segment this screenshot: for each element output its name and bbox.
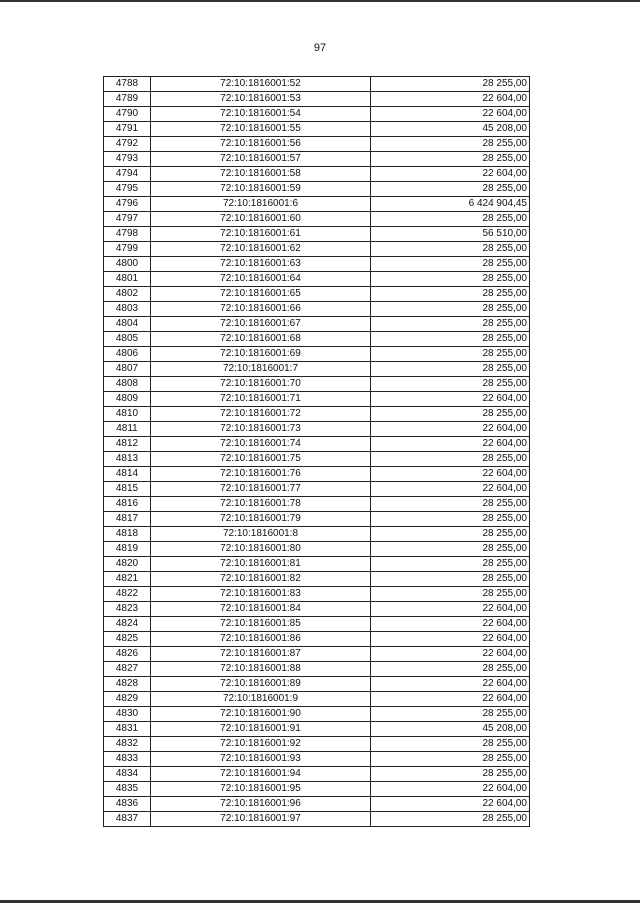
cadastral-number-cell: 72:10:1816001:67 — [151, 317, 371, 332]
cadastral-number-cell: 72:10:1816001:73 — [151, 422, 371, 437]
row-number-cell: 4816 — [104, 497, 151, 512]
cadastral-value-table — [103, 76, 530, 827]
amount-cell: 28 255,00 — [371, 182, 530, 197]
cadastral-number-cell: 72:10:1816001:80 — [151, 542, 371, 557]
table-row — [104, 197, 530, 212]
row-number-cell: 4810 — [104, 407, 151, 422]
table-row — [104, 272, 530, 287]
table-row — [104, 812, 530, 827]
row-number-cell: 4817 — [104, 512, 151, 527]
amount-cell: 28 255,00 — [371, 767, 530, 782]
row-number-cell: 4818 — [104, 527, 151, 542]
table-row — [104, 92, 530, 107]
amount-cell: 28 255,00 — [371, 542, 530, 557]
table-row — [104, 167, 530, 182]
row-number-cell: 4822 — [104, 587, 151, 602]
table-row — [104, 77, 530, 92]
amount-cell: 28 255,00 — [371, 557, 530, 572]
table-row — [104, 632, 530, 647]
cadastral-number-cell: 72:10:1816001:68 — [151, 332, 371, 347]
row-number-cell: 4830 — [104, 707, 151, 722]
row-number-cell: 4806 — [104, 347, 151, 362]
table-row — [104, 452, 530, 467]
table-row — [104, 572, 530, 587]
row-number-cell: 4790 — [104, 107, 151, 122]
table-row — [104, 437, 530, 452]
table-row — [104, 107, 530, 122]
cadastral-number-cell: 72:10:1816001:52 — [151, 77, 371, 92]
table-row — [104, 227, 530, 242]
amount-cell: 28 255,00 — [371, 497, 530, 512]
amount-cell: 22 604,00 — [371, 467, 530, 482]
amount-cell: 22 604,00 — [371, 107, 530, 122]
row-number-cell: 4828 — [104, 677, 151, 692]
cadastral-number-cell: 72:10:1816001:62 — [151, 242, 371, 257]
cadastral-number-cell: 72:10:1816001:72 — [151, 407, 371, 422]
row-number-cell: 4794 — [104, 167, 151, 182]
amount-cell: 22 604,00 — [371, 692, 530, 707]
table-body — [104, 77, 530, 827]
table-row — [104, 242, 530, 257]
row-number-cell: 4788 — [104, 77, 151, 92]
amount-cell: 28 255,00 — [371, 527, 530, 542]
row-number-cell: 4792 — [104, 137, 151, 152]
row-number-cell: 4831 — [104, 722, 151, 737]
amount-cell: 22 604,00 — [371, 422, 530, 437]
row-number-cell: 4832 — [104, 737, 151, 752]
cadastral-number-cell: 72:10:1816001:64 — [151, 272, 371, 287]
table-row — [104, 467, 530, 482]
table-row — [104, 752, 530, 767]
amount-cell: 45 208,00 — [371, 122, 530, 137]
amount-cell: 28 255,00 — [371, 407, 530, 422]
table-row — [104, 647, 530, 662]
amount-cell: 28 255,00 — [371, 362, 530, 377]
cadastral-number-cell: 72:10:1816001:95 — [151, 782, 371, 797]
amount-cell: 28 255,00 — [371, 77, 530, 92]
table-row — [104, 362, 530, 377]
cadastral-number-cell: 72:10:1816001:77 — [151, 482, 371, 497]
table-row — [104, 557, 530, 572]
amount-cell: 22 604,00 — [371, 437, 530, 452]
cadastral-number-cell: 72:10:1816001:56 — [151, 137, 371, 152]
cadastral-number-cell: 72:10:1816001:60 — [151, 212, 371, 227]
amount-cell: 22 604,00 — [371, 647, 530, 662]
row-number-cell: 4811 — [104, 422, 151, 437]
table-row — [104, 797, 530, 812]
top-border-line — [0, 0, 640, 2]
amount-cell: 28 255,00 — [371, 137, 530, 152]
amount-cell: 28 255,00 — [371, 737, 530, 752]
table-row — [104, 587, 530, 602]
amount-cell: 28 255,00 — [371, 242, 530, 257]
cadastral-number-cell: 72:10:1816001:93 — [151, 752, 371, 767]
amount-cell: 22 604,00 — [371, 677, 530, 692]
amount-cell: 28 255,00 — [371, 317, 530, 332]
amount-cell: 28 255,00 — [371, 347, 530, 362]
row-number-cell: 4798 — [104, 227, 151, 242]
row-number-cell: 4821 — [104, 572, 151, 587]
table-row — [104, 617, 530, 632]
row-number-cell: 4803 — [104, 302, 151, 317]
row-number-cell: 4795 — [104, 182, 151, 197]
cadastral-number-cell: 72:10:1816001:69 — [151, 347, 371, 362]
row-number-cell: 4789 — [104, 92, 151, 107]
cadastral-number-cell: 72:10:1816001:66 — [151, 302, 371, 317]
cadastral-number-cell: 72:10:1816001:75 — [151, 452, 371, 467]
cadastral-number-cell: 72:10:1816001:89 — [151, 677, 371, 692]
table-row — [104, 377, 530, 392]
amount-cell: 28 255,00 — [371, 272, 530, 287]
amount-cell: 28 255,00 — [371, 332, 530, 347]
table-row — [104, 317, 530, 332]
cadastral-number-cell: 72:10:1816001:78 — [151, 497, 371, 512]
row-number-cell: 4808 — [104, 377, 151, 392]
amount-cell: 45 208,00 — [371, 722, 530, 737]
cadastral-number-cell: 72:10:1816001:83 — [151, 587, 371, 602]
row-number-cell: 4815 — [104, 482, 151, 497]
amount-cell: 28 255,00 — [371, 752, 530, 767]
amount-cell: 22 604,00 — [371, 632, 530, 647]
amount-cell: 22 604,00 — [371, 602, 530, 617]
cadastral-number-cell: 72:10:1816001:94 — [151, 767, 371, 782]
table-row — [104, 152, 530, 167]
table-row — [104, 782, 530, 797]
row-number-cell: 4836 — [104, 797, 151, 812]
table-row — [104, 707, 530, 722]
row-number-cell: 4802 — [104, 287, 151, 302]
table-row — [104, 767, 530, 782]
amount-cell: 22 604,00 — [371, 167, 530, 182]
cadastral-number-cell: 72:10:1816001:92 — [151, 737, 371, 752]
amount-cell: 28 255,00 — [371, 152, 530, 167]
amount-cell: 56 510,00 — [371, 227, 530, 242]
cadastral-number-cell: 72:10:1816001:6 — [151, 197, 371, 212]
cadastral-number-cell: 72:10:1816001:7 — [151, 362, 371, 377]
amount-cell: 6 424 904,45 — [371, 197, 530, 212]
amount-cell: 28 255,00 — [371, 587, 530, 602]
row-number-cell: 4809 — [104, 392, 151, 407]
table-row — [104, 407, 530, 422]
row-number-cell: 4804 — [104, 317, 151, 332]
cadastral-number-cell: 72:10:1816001:61 — [151, 227, 371, 242]
table-row — [104, 482, 530, 497]
cadastral-number-cell: 72:10:1816001:53 — [151, 92, 371, 107]
cadastral-number-cell: 72:10:1816001:97 — [151, 812, 371, 827]
amount-cell: 22 604,00 — [371, 782, 530, 797]
cadastral-number-cell: 72:10:1816001:58 — [151, 167, 371, 182]
table-row — [104, 677, 530, 692]
page-number: 97 — [313, 42, 327, 54]
cadastral-number-cell: 72:10:1816001:86 — [151, 632, 371, 647]
amount-cell: 28 255,00 — [371, 812, 530, 827]
amount-cell: 28 255,00 — [371, 452, 530, 467]
row-number-cell: 4835 — [104, 782, 151, 797]
row-number-cell: 4814 — [104, 467, 151, 482]
row-number-cell: 4805 — [104, 332, 151, 347]
table-row — [104, 662, 530, 677]
table-row — [104, 212, 530, 227]
bottom-border-line — [0, 900, 640, 903]
row-number-cell: 4791 — [104, 122, 151, 137]
table-row — [104, 527, 530, 542]
cadastral-number-cell: 72:10:1816001:76 — [151, 467, 371, 482]
table-row — [104, 332, 530, 347]
cadastral-number-cell: 72:10:1816001:79 — [151, 512, 371, 527]
amount-cell: 28 255,00 — [371, 707, 530, 722]
table-row — [104, 302, 530, 317]
cadastral-number-cell: 72:10:1816001:71 — [151, 392, 371, 407]
amount-cell: 22 604,00 — [371, 797, 530, 812]
row-number-cell: 4801 — [104, 272, 151, 287]
row-number-cell: 4799 — [104, 242, 151, 257]
table-row — [104, 182, 530, 197]
table-row — [104, 722, 530, 737]
row-number-cell: 4797 — [104, 212, 151, 227]
cadastral-number-cell: 72:10:1816001:65 — [151, 287, 371, 302]
table-row — [104, 137, 530, 152]
cadastral-number-cell: 72:10:1816001:88 — [151, 662, 371, 677]
cadastral-number-cell: 72:10:1816001:82 — [151, 572, 371, 587]
cadastral-number-cell: 72:10:1816001:63 — [151, 257, 371, 272]
amount-cell: 28 255,00 — [371, 287, 530, 302]
amount-cell: 22 604,00 — [371, 617, 530, 632]
cadastral-number-cell: 72:10:1816001:54 — [151, 107, 371, 122]
table-row — [104, 512, 530, 527]
row-number-cell: 4834 — [104, 767, 151, 782]
amount-cell: 22 604,00 — [371, 482, 530, 497]
table-row — [104, 287, 530, 302]
amount-cell: 28 255,00 — [371, 662, 530, 677]
cadastral-number-cell: 72:10:1816001:81 — [151, 557, 371, 572]
amount-cell: 28 255,00 — [371, 377, 530, 392]
cadastral-number-cell: 72:10:1816001:87 — [151, 647, 371, 662]
cadastral-number-cell: 72:10:1816001:85 — [151, 617, 371, 632]
row-number-cell: 4800 — [104, 257, 151, 272]
row-number-cell: 4826 — [104, 647, 151, 662]
row-number-cell: 4807 — [104, 362, 151, 377]
cadastral-number-cell: 72:10:1816001:84 — [151, 602, 371, 617]
cadastral-number-cell: 72:10:1816001:96 — [151, 797, 371, 812]
amount-cell: 22 604,00 — [371, 392, 530, 407]
cadastral-number-cell: 72:10:1816001:9 — [151, 692, 371, 707]
row-number-cell: 4820 — [104, 557, 151, 572]
table-row — [104, 347, 530, 362]
cadastral-number-cell: 72:10:1816001:57 — [151, 152, 371, 167]
amount-cell: 28 255,00 — [371, 257, 530, 272]
table-row — [104, 542, 530, 557]
amount-cell: 28 255,00 — [371, 572, 530, 587]
row-number-cell: 4796 — [104, 197, 151, 212]
row-number-cell: 4823 — [104, 602, 151, 617]
amount-cell: 22 604,00 — [371, 92, 530, 107]
row-number-cell: 4793 — [104, 152, 151, 167]
row-number-cell: 4813 — [104, 452, 151, 467]
cadastral-number-cell: 72:10:1816001:55 — [151, 122, 371, 137]
row-number-cell: 4833 — [104, 752, 151, 767]
row-number-cell: 4837 — [104, 812, 151, 827]
row-number-cell: 4819 — [104, 542, 151, 557]
cadastral-number-cell: 72:10:1816001:8 — [151, 527, 371, 542]
amount-cell: 28 255,00 — [371, 302, 530, 317]
cadastral-number-cell: 72:10:1816001:74 — [151, 437, 371, 452]
table-row — [104, 497, 530, 512]
table-row — [104, 737, 530, 752]
table-row — [104, 602, 530, 617]
amount-cell: 28 255,00 — [371, 212, 530, 227]
table-row — [104, 422, 530, 437]
amount-cell: 28 255,00 — [371, 512, 530, 527]
table-row — [104, 692, 530, 707]
row-number-cell: 4812 — [104, 437, 151, 452]
row-number-cell: 4824 — [104, 617, 151, 632]
table-row — [104, 122, 530, 137]
table-row — [104, 392, 530, 407]
cadastral-number-cell: 72:10:1816001:91 — [151, 722, 371, 737]
row-number-cell: 4829 — [104, 692, 151, 707]
cadastral-number-cell: 72:10:1816001:70 — [151, 377, 371, 392]
cadastral-number-cell: 72:10:1816001:90 — [151, 707, 371, 722]
table-row — [104, 257, 530, 272]
row-number-cell: 4827 — [104, 662, 151, 677]
cadastral-number-cell: 72:10:1816001:59 — [151, 182, 371, 197]
row-number-cell: 4825 — [104, 632, 151, 647]
